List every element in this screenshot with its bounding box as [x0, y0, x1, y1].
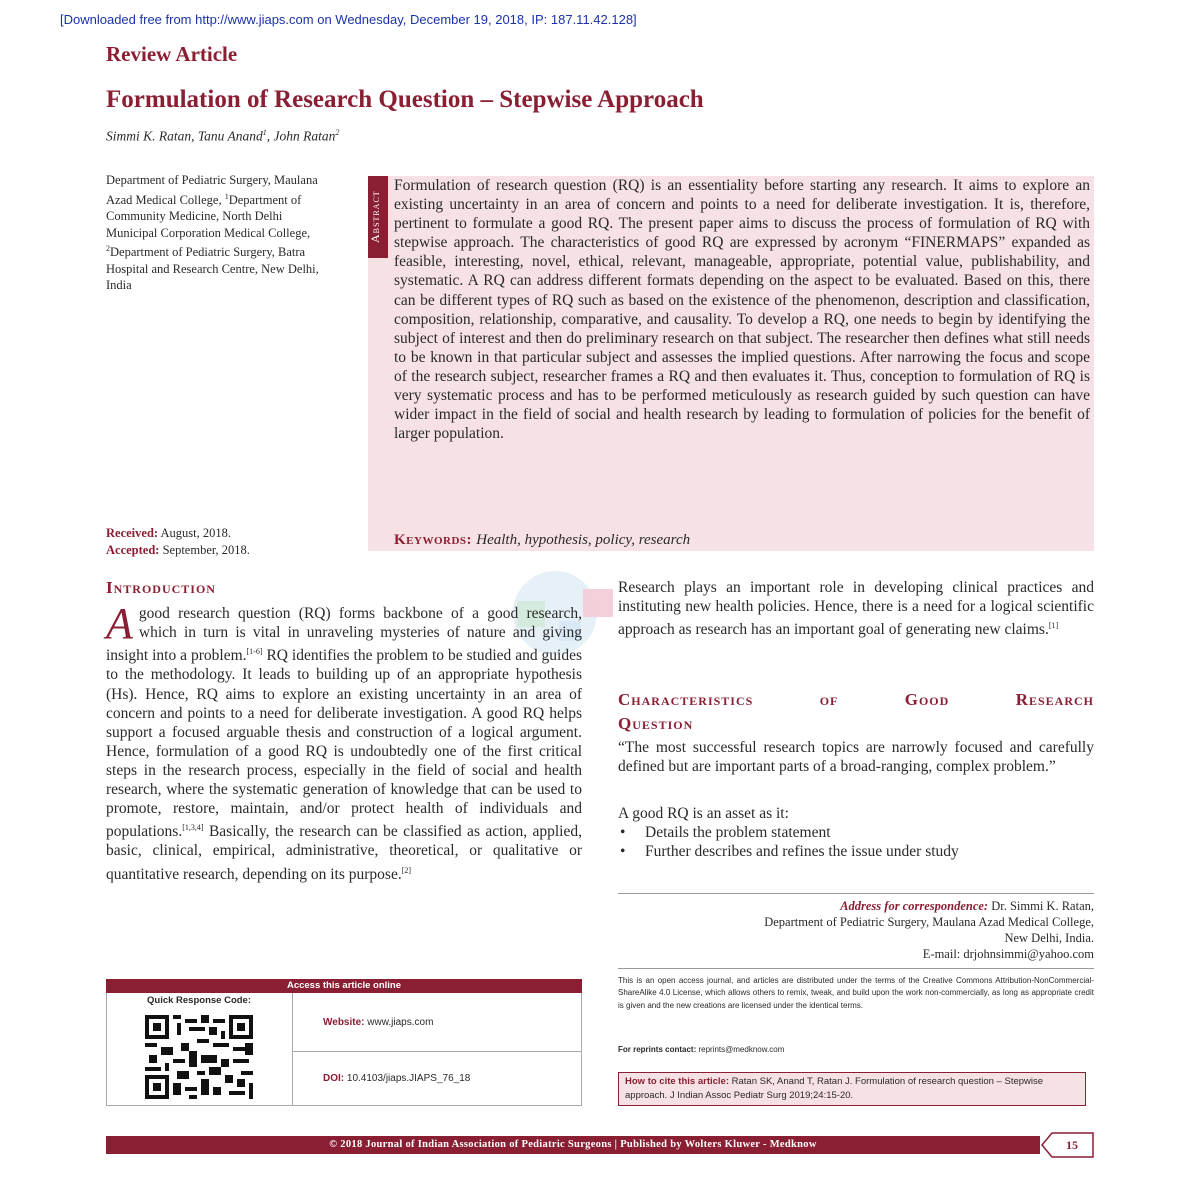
correspondence — [618, 898, 1094, 962]
affiliations — [106, 172, 331, 294]
author-2-affil: 1 — [262, 128, 267, 137]
asset-list — [618, 823, 1094, 861]
qr-code-icon[interactable] — [145, 1014, 253, 1100]
quote-text: “The most successful research topics are narrowly focused and carefully defined but are important parts of a broad-ranging, complex problem.” — [618, 739, 1094, 776]
research-paragraph-text: Research plays an important role in developing clinical practices and instituting new health policies. Hence, there is a need for a logical scientific approach as research has an important goal of generating new claims. — [618, 579, 1094, 639]
access-header: Access this article online — [106, 979, 582, 993]
characteristics-heading-line-2: Question — [618, 714, 694, 733]
cite-label: How to cite this article: — [625, 1076, 729, 1087]
citation-ref: [2] — [401, 865, 412, 875]
asset-intro: A good RQ is an asset as it: — [618, 805, 789, 822]
accepted-date — [106, 542, 250, 559]
affiliation-sup-2: 2 — [106, 244, 110, 254]
list-item: • Details the problem statement — [618, 823, 1094, 842]
how-to-cite — [618, 1072, 1086, 1106]
authors — [106, 128, 339, 145]
affiliation-2: Department of Community Medicine, North Delhi Municipal Corporation Medical College, — [106, 192, 311, 240]
access-divider — [292, 993, 293, 1106]
divider — [618, 893, 1094, 894]
license-text: This is an open access journal, and articles are distributed under the terms of the Creative Commons Attribution-NonCommercial-ShareAlike 4.0 License, which allows others to remix, tweak, and build upon the work non-commercially, as long as appropriate credit is given and the new creations are licensed under the identical terms. — [618, 976, 1094, 1010]
affiliation-1: Department of Pediatric Surgery, Maulana Azad Medical College, — [106, 173, 318, 207]
article-dates — [106, 525, 250, 558]
correspondence-line-2: Department of Pediatric Surgery, Maulana Azad Medical College, — [764, 915, 1094, 929]
keywords-label: Keywords: — [394, 532, 477, 548]
article-title: Formulation of Research Question – Stepwise Approach — [106, 86, 704, 113]
received-label: Received: — [106, 526, 159, 540]
abstract-text: Formulation of research question (RQ) is an essentiality before starting any research. It aims to explore an existing uncertainty in an area of concern and points to a need for deliberate investigation. It is, therefore, pertinent to formulate a good RQ. The present paper aims to discuss the process of formulation of RQ with stepwise approach. The characteristics of good RQ are expressed by acronym “FINERMAPS” expanded as feasible, interesting, novel, ethical, relevant, manageable, appropriate, potential value, publishability, and systematic. A RQ can address different formats depending on the aspect to be evaluated. Based on this, there can be different types of RQ such as based on the existence of the phenomenon, description and classification, composition, relationship, comparative, and causality. To develop a RQ, one needs to begin by identifying the subject of interest and then do preliminary research on that subject. The researcher then defines what still needs to be known in that particular subject and assesses the implied questions. After narrowing the focus and scope of the research subject, researcher frames a RQ and then evaluates it. Thus, conception to formulation of RQ is very systematic process and has to be performed meticulously as research guided by such question can have wider impact in the field of social and health research by leading to formulation of policies for the benefit of larger population. — [394, 177, 1090, 443]
affiliation-3: Department of Pediatric Surgery, Batra Hospital and Research Centre, New Delhi, India — [106, 245, 319, 293]
divider — [618, 968, 1094, 969]
accepted-value: September, 2018. — [159, 542, 250, 557]
doi-label: DOI: — [323, 1073, 345, 1084]
website-label: Website: — [323, 1017, 365, 1028]
list-item: • Further describes and refines the issue under study — [618, 842, 1094, 861]
citation-ref: [1-6] — [246, 647, 263, 657]
author-3: John Ratan — [273, 128, 336, 144]
author-separator: , — [266, 128, 274, 144]
reprints-email[interactable]: reprints@medknow.com — [696, 1045, 785, 1054]
download-banner: [Downloaded free from http://www.jiaps.com on Wednesday, December 19, 2018, IP: 187.11.42.128] — [60, 12, 637, 27]
reprints — [618, 1045, 784, 1054]
doi-link[interactable]: 10.4103/jiaps.JIAPS_76_18 — [344, 1073, 471, 1084]
citation-ref: [1,3,4] — [182, 823, 204, 833]
correspondence-line-3: New Delhi, India. — [1004, 931, 1094, 945]
citation-ref: [1] — [1048, 621, 1059, 631]
affiliation-sup-1: 1 — [224, 191, 229, 201]
author-1: Simmi K. Ratan, — [106, 128, 198, 144]
correspondence-name: Dr. Simmi K. Ratan, — [988, 899, 1094, 913]
footer-text: © 2018 Journal of Indian Association of Pediatric Surgeons | Published by Wolters Kluwer - Medknow — [329, 1139, 817, 1150]
author-2: Tanu Anand — [197, 128, 263, 144]
intro-part-1: good research question (RQ) forms backbone of a good research, which in turn is vital in unraveling mysteries of nature and giving insight into a problem. — [106, 605, 582, 665]
introduction-heading: Introduction — [106, 578, 216, 597]
intro-part-2: RQ identifies the problem to be studied and guides to the methodology. It leads to building up of an appropriate hypothesis (Hs). Hence, RQ aims to explore an existing uncertainty in an area of concern and points to a need for deliberate investigation. A good RQ helps support a focused arguable thesis and construction of a logical argument. Hence, formulation of a good RQ is undoubtedly one of the first critical steps in the research process, especially in the field of social and health research, where the systematic generation of knowledge that can be used to promote, restore, maintain, and/or protect health of individuals and populations. — [106, 647, 582, 841]
keywords-values: Health, hypothesis, policy, research — [476, 532, 691, 548]
access-divider — [292, 1051, 582, 1052]
correspondence-email[interactable]: E-mail: drjohnsimmi@yahoo.com — [922, 947, 1094, 961]
correspondence-line-1 — [618, 898, 1094, 914]
website-link[interactable]: www.jiaps.com — [364, 1017, 434, 1028]
dropcap: A — [106, 599, 133, 648]
introduction-text — [106, 599, 582, 884]
qr-label: Quick Response Code: — [147, 995, 251, 1006]
website[interactable] — [323, 1017, 433, 1028]
keywords — [394, 532, 690, 549]
author-3-affil: 2 — [335, 128, 340, 137]
cite-text: Ratan SK, Anand T, Ratan J. Formulation of research question – Stepwise approach. J Indian Assoc Pediatr Surg 2019;24:15-20. — [625, 1076, 1044, 1101]
received-value: August, 2018. — [158, 526, 231, 540]
abstract-tab: Abstract — [368, 176, 388, 258]
research-paragraph — [618, 578, 1094, 639]
characteristics-heading — [618, 688, 1094, 736]
reprints-label: For reprints contact: — [618, 1045, 697, 1054]
article-type: Review Article — [106, 42, 238, 66]
accepted-label: Accepted: — [106, 542, 160, 557]
doi[interactable] — [323, 1073, 470, 1084]
correspondence-label: Address for correspondence: — [840, 899, 989, 913]
page-number: 15 — [1066, 1138, 1078, 1152]
characteristics-heading-line-1: Characteristics of Good Research — [618, 690, 1094, 709]
received-date — [106, 525, 250, 542]
intro-part-3: Basically, the research can be classified as action, applied, basic, clinical, empirical, administrative, theoretical, or qualitative or quantitative research, depending on its purpose. — [106, 823, 582, 883]
